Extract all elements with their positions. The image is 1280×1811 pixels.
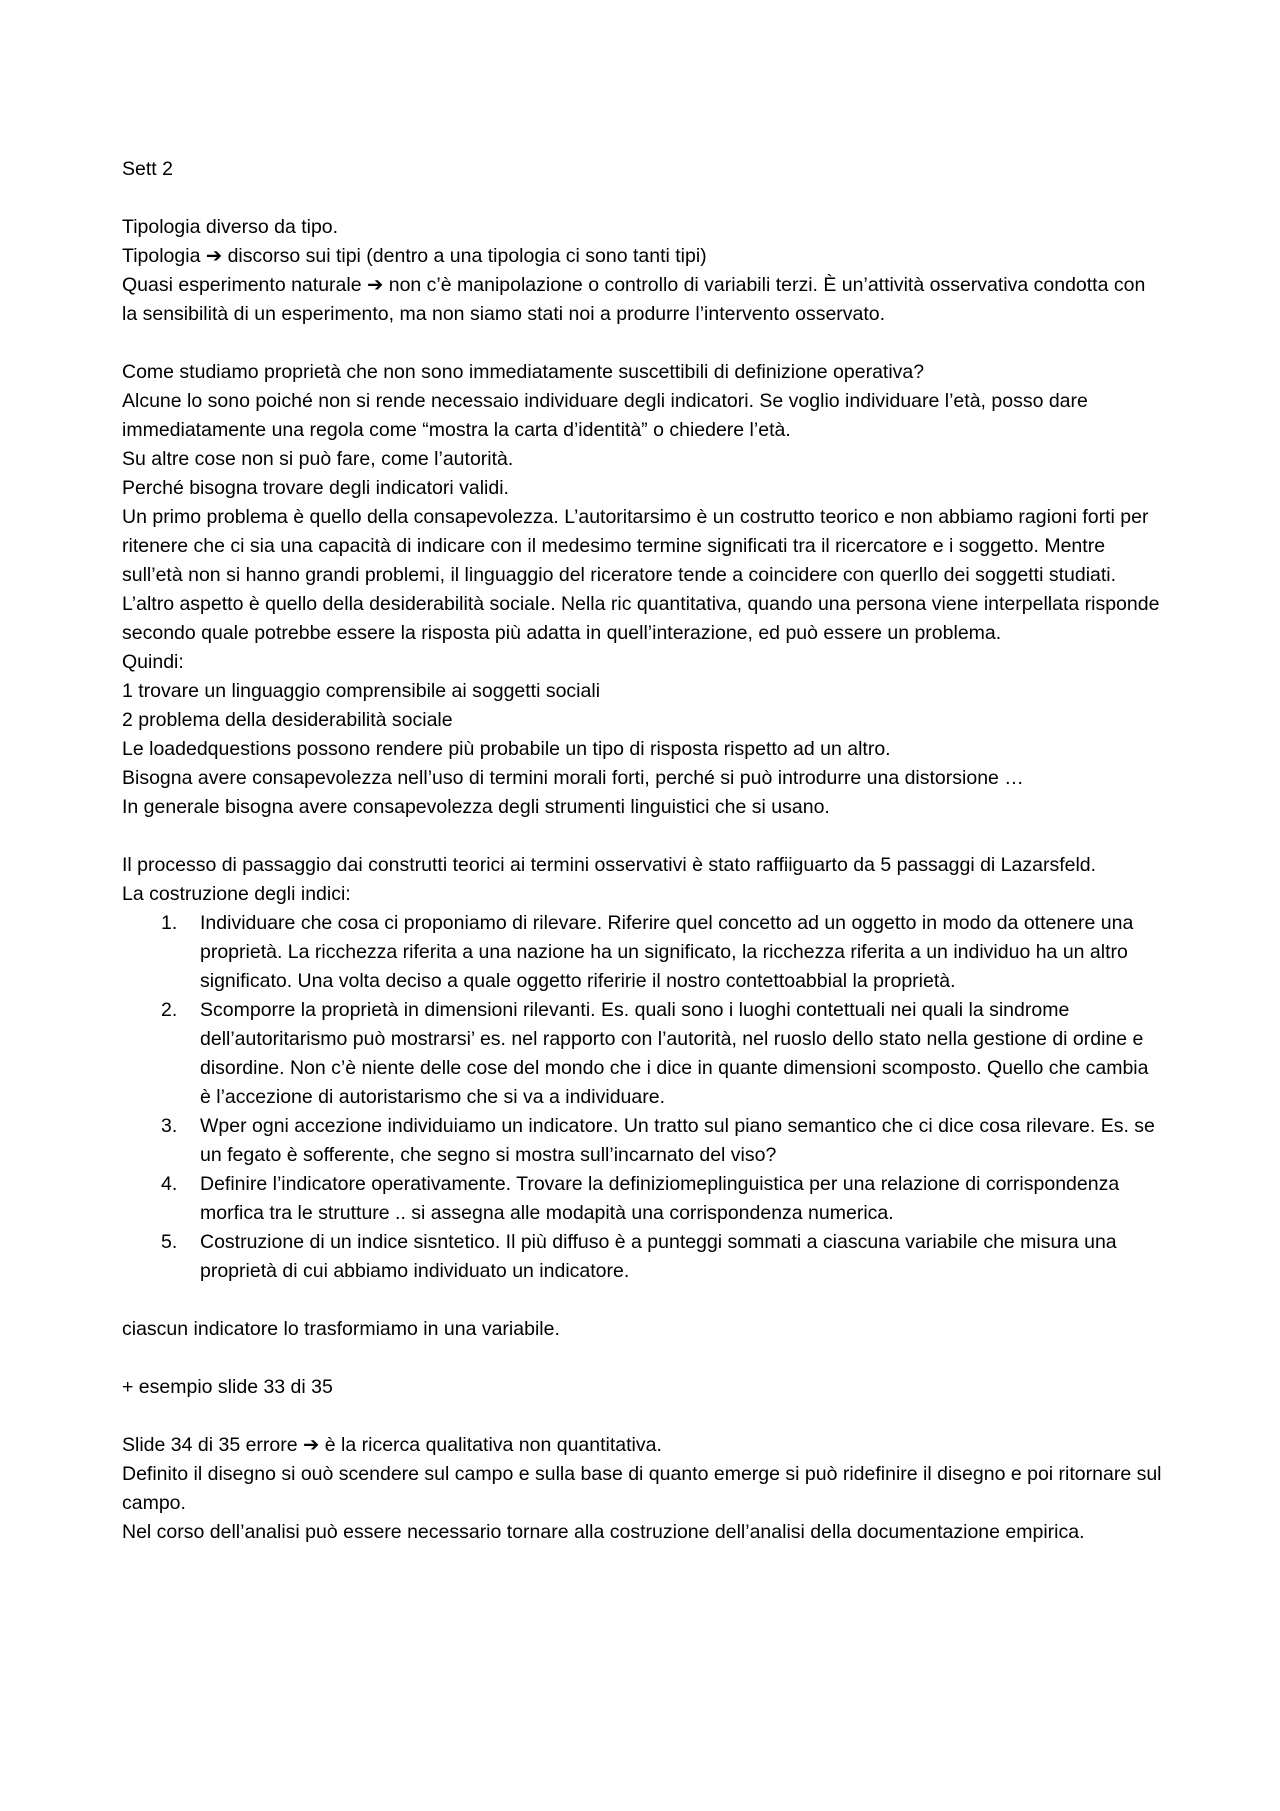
paragraph: Come studiamo proprietà che non sono immediatamente suscettibili di definizione operativa? [122,361,925,383]
list-item-text: Wper ogni accezione individuiamo un indicatore. Un tratto sul piano semantico che ci dice cosa rilevare. Es. se un fegato è sofferente, che segno si mostra sull’incarnato del viso? [200,1115,1155,1166]
list-item-text: Individuare che cosa ci proponiamo di rilevare. Riferire quel concetto ad un oggetto in modo da ottenere una proprietà. La ricchezza riferita a una nazione ha un significato, la ricchezza riferita a un individuo ha un altro significato. Una volta deciso a quale oggetto riferirie il nostro contettoabbial la proprietà. [200,912,1134,992]
spacer [122,329,1162,358]
section-tipologia [122,213,1162,329]
paragraph: Le loadedquestions possono rendere più probabile un tipo di risposta rispetto ad un altro. [122,738,891,760]
numbered-list [122,909,1162,1286]
paragraph: Quasi esperimento naturale ➔ non c’è manipolazione o controllo di variabili terzi. È un’attività osservativa condotta con la sensibilità di un esperimento, ma non siamo stati noi a produrre l’intervento osservato. [122,274,1146,325]
paragraph: Tipologia ➔ discorso sui tipi (dentro a una tipologia ci sono tanti tipi) [122,245,707,267]
paragraph: + esempio slide 33 di 35 [122,1376,333,1398]
list-item [122,1228,1162,1286]
spacer [122,184,1162,213]
spacer [122,1402,1162,1431]
paragraph: Quindi: [122,651,184,673]
paragraph: 1 trovare un linguaggio comprensibile ai soggetti sociali [122,680,601,702]
list-number: 1. [161,912,178,934]
list-item [122,1170,1162,1228]
list-number: 3. [161,1115,178,1137]
section-slide-34 [122,1431,1162,1547]
list-item-text: Scomporre la proprietà in dimensioni rilevanti. Es. quali sono i luoghi contettuali nei quali la sindrome dell’autoritarismo può mostrarsi’ es. nel rapporto con l’autorità, nel ruoslo dello stato nella gestione di ordine e disordine. Non c’è niente delle cose del mondo che i dice in quante dimensioni scomposto. Quello che cambia è l’accezione di autoristarismo che si va a individuare. [200,999,1149,1108]
list-item [122,1112,1162,1170]
spacer [122,822,1162,851]
list-item-text: Costruzione di un indice sisntetico. Il più diffuso è a punteggi sommati a ciascuna variabile che misura una proprietà di cui abbiamo individuato un indicatore. [200,1231,1117,1282]
paragraph: Bisogna avere consapevolezza nell’uso di termini morali forti, perché si può introdurre una distorsione … [122,767,1024,789]
list-number: 2. [161,999,178,1021]
paragraph: Tipologia diverso da tipo. [122,216,339,238]
list-item [122,909,1162,996]
list-number: 5. [161,1231,178,1253]
paragraph: L’altro aspetto è quello della desiderabilità sociale. Nella ric quantitativa, quando una persona viene interpellata risponde secondo quale potrebbe essere la risposta più adatta in quell’interazione, ed può essere un problema. [122,593,1160,644]
list-item [122,996,1162,1112]
paragraph: 2 problema della desiderabilità sociale [122,709,453,731]
paragraph: Slide 34 di 35 errore ➔ è la ricerca qualitativa non quantitativa. [122,1434,662,1456]
page-heading: Sett 2 [122,158,173,180]
spacer [122,1286,1162,1315]
paragraph: La costruzione degli indici: [122,883,351,905]
paragraph: ciascun indicatore lo trasformiamo in una variabile. [122,1318,560,1340]
paragraph: Definito il disegno si ouò scendere sul campo e sulla base di quanto emerge si può ridefinire il disegno e poi ritornare sul campo. [122,1463,1162,1514]
section-indici [122,851,1162,1286]
spacer [122,1344,1162,1373]
paragraph: Il processo di passaggio dai construtti teorici ai termini osservativi è stato raffiiguarto da 5 passaggi di Lazarsfeld. [122,854,1097,876]
paragraph: Su altre cose non si può fare, come l’autorità. [122,448,514,470]
paragraph: Alcune lo sono poiché non si rende necessaio individuare degli indicatori. Se voglio individuare l’età, posso dare immediatamente una regola come “mostra la carta d’identità” o chiedere l’età. [122,390,1088,441]
paragraph: Nel corso dell’analisi può essere necessario tornare alla costruzione dell’analisi della documentazione empirica. [122,1521,1085,1543]
list-number: 4. [161,1173,178,1195]
paragraph: In generale bisogna avere consapevolezza degli strumenti linguistici che si usano. [122,796,830,818]
paragraph: Un primo problema è quello della consapevolezza. L’autoritarsimo è un costrutto teorico e non abbiamo ragioni forti per ritenere che ci sia una capacità di indicare con il medesimo termine significati tra il ricercatore e i soggetto. Mentre sull’età non si hanno grandi problemi, il linguaggio del riceratore tende a coincidere con querllo dei soggetti studiati. [122,506,1149,586]
section-proprieta [122,358,1162,822]
paragraph: Perché bisogna trovare degli indicatori validi. [122,477,509,499]
document-body [122,155,1162,1547]
list-item-text: Definire l’indicatore operativamente. Trovare la definiziomeplinguistica per una relazione di corrispondenza morfica tra le strutture .. si assegna alle modapità una corrispondenza numerica. [200,1173,1120,1224]
